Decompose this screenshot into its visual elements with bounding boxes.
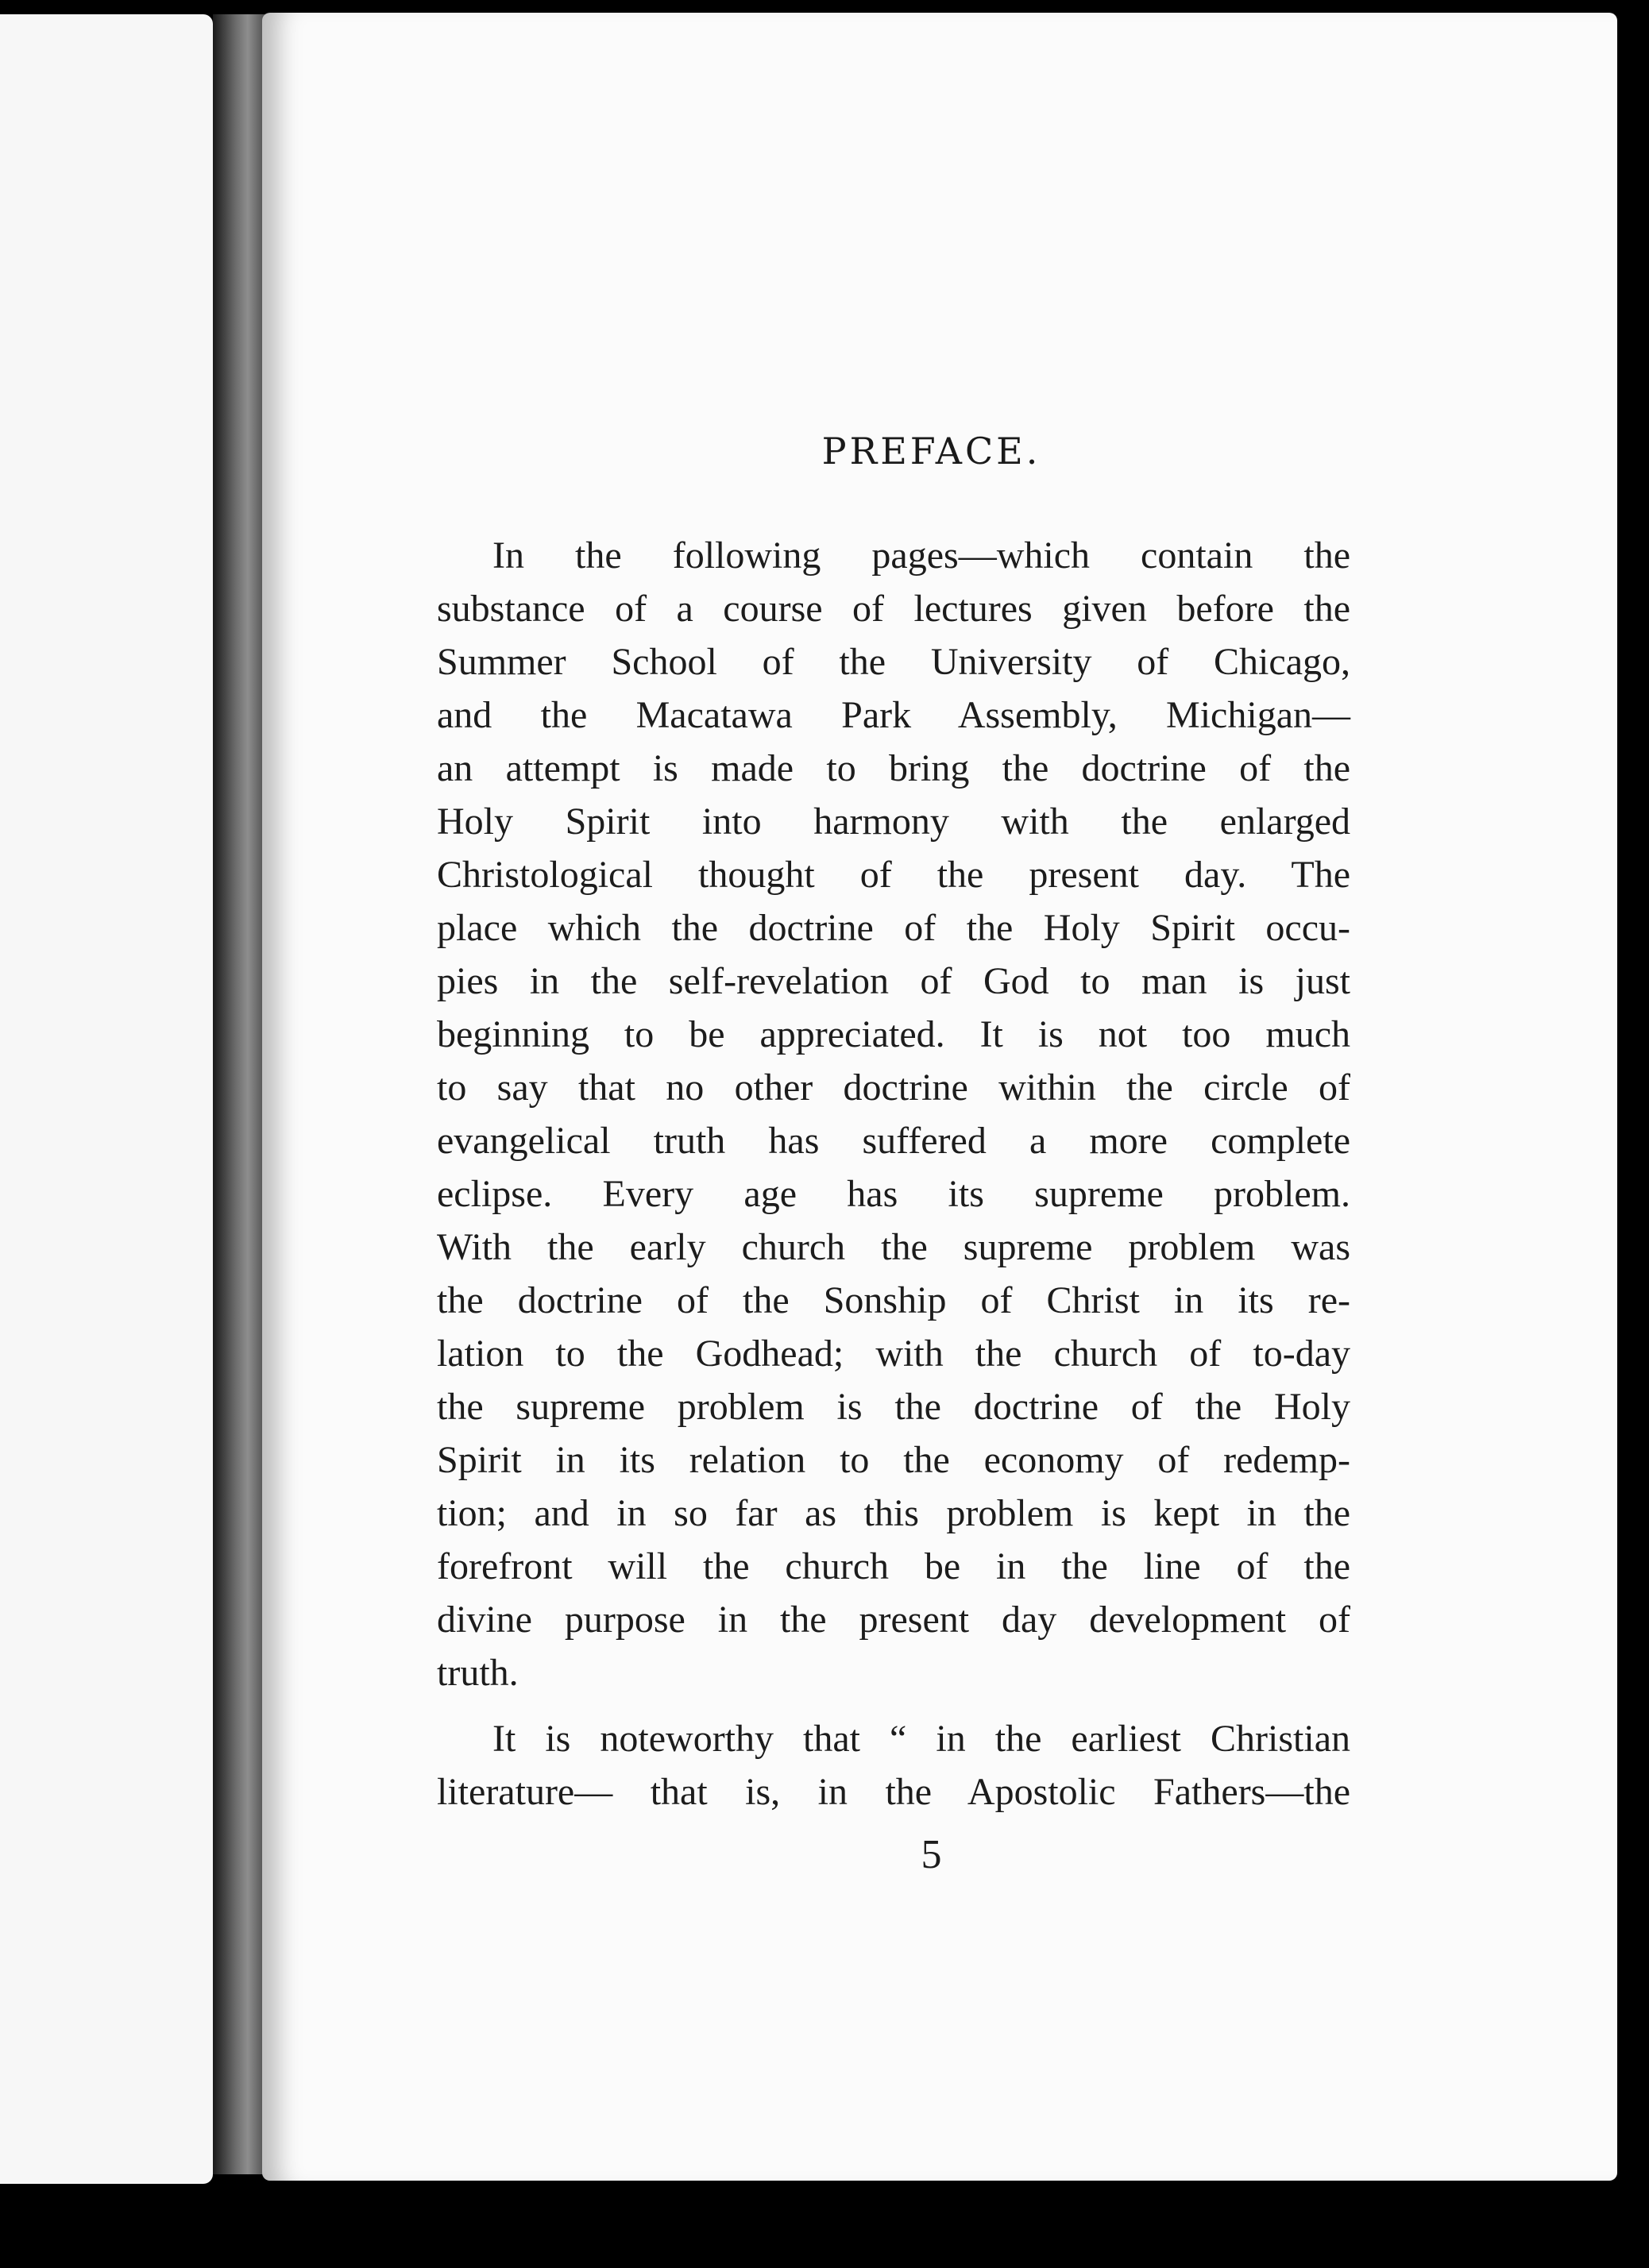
text-line: the doctrine of the Sonship of Christ in its re-	[437, 1279, 1350, 1321]
page-title: PREFACE.	[821, 430, 1041, 472]
paragraph-gap	[437, 1699, 1350, 1712]
text-line: With the early church the supreme problem was	[437, 1226, 1350, 1268]
text-line: and the Macatawa Park Assembly, Michigan—	[437, 694, 1350, 736]
text-line: lation to the Godhead; with the church of to-day	[437, 1333, 1350, 1375]
text-line: the supreme problem is the doctrine of the Holy	[437, 1386, 1350, 1428]
text-line: Christological thought of the present day. The	[437, 854, 1350, 896]
text-line: Summer School of the University of Chicago,	[437, 641, 1350, 683]
page-content	[437, 13, 1565, 2181]
text-line: tion; and in so far as this problem is kept in the	[437, 1492, 1350, 1534]
text-line: to say that no other doctrine within the circle of	[437, 1066, 1350, 1109]
text-line: It is noteworthy that “ in the earliest Christian	[492, 1718, 1350, 1760]
text-line: beginning to be appreciated. It is not too much	[437, 1013, 1350, 1055]
text-line: divine purpose in the present day development of	[437, 1599, 1350, 1641]
text-line: In the following pages—which contain the	[492, 534, 1350, 577]
text-line: forefront will the church be in the line of the	[437, 1545, 1350, 1587]
text-line: pies in the self-revelation of God to man is just	[437, 960, 1350, 1002]
paragraph-2	[437, 1712, 1350, 1819]
text-line: eclipse. Every age has its supreme problem.	[437, 1173, 1350, 1215]
left-page-edge	[0, 14, 213, 2184]
text-line: substance of a course of lectures given before the	[437, 588, 1350, 630]
text-line: evangelical truth has suffered a more complete	[437, 1120, 1350, 1162]
text-line: truth.	[437, 1652, 519, 1694]
text-line: Spirit in its relation to the economy of redemp-	[437, 1439, 1350, 1481]
page-number: 5	[921, 1832, 942, 1877]
text-line: an attempt is made to bring the doctrine of the	[437, 747, 1350, 789]
text-line: place which the doctrine of the Holy Spirit occu-	[437, 907, 1350, 949]
text-line: literature— that is, in the Apostolic Fathers—the	[437, 1771, 1350, 1813]
body-text	[437, 529, 1350, 1819]
text-line: Holy Spirit into harmony with the enlarged	[437, 800, 1350, 843]
paragraph-1	[437, 529, 1350, 1699]
book-page	[262, 13, 1617, 2181]
